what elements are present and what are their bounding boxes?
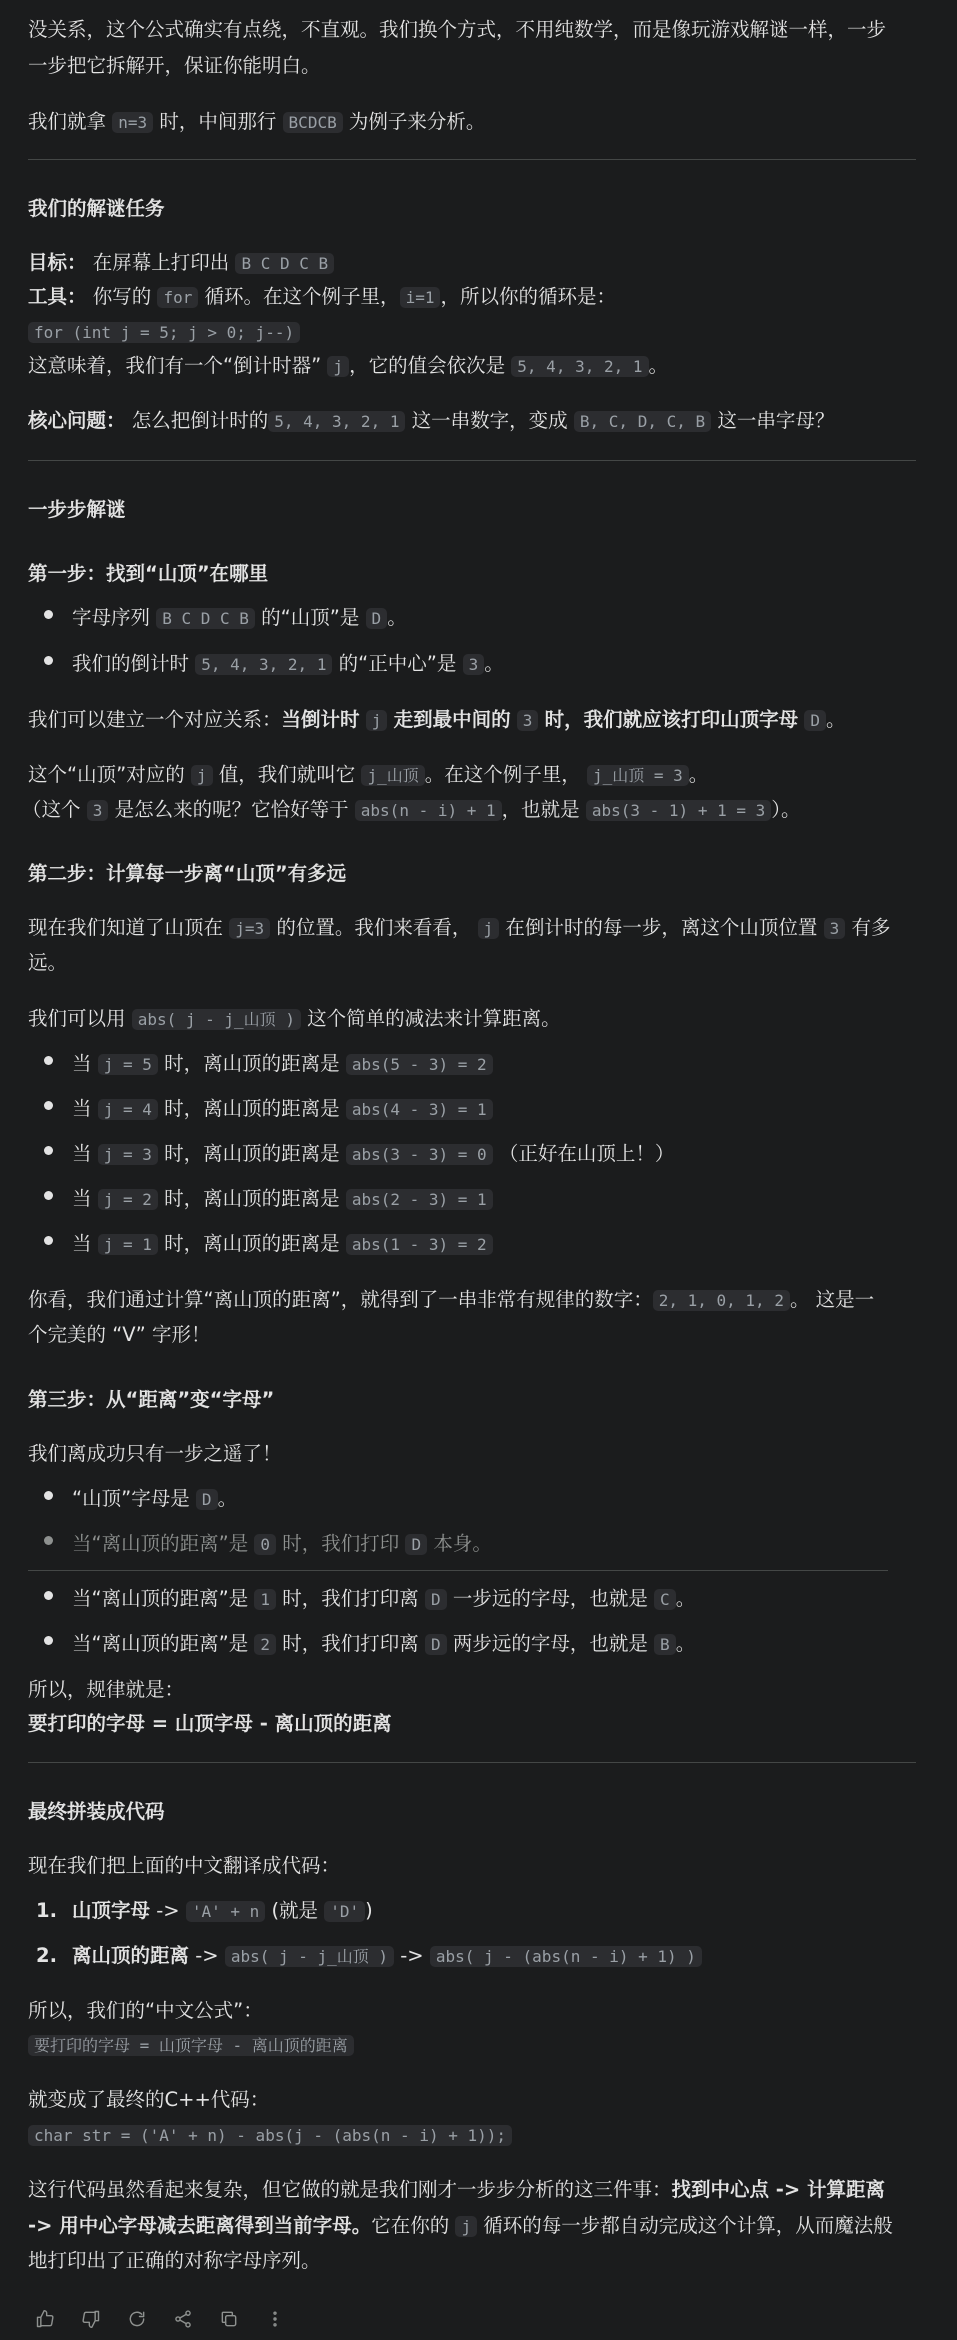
- inline-code: B, C, D, C, B: [574, 411, 711, 432]
- inline-code: 3: [87, 800, 109, 821]
- inline-code: D: [425, 1589, 447, 1610]
- distance-item: 当 j = 4 时，离山顶的距离是 abs(4 - 3) = 1: [72, 1093, 493, 1124]
- intro-text: 没关系，这个公式确实有点绕，不直观。我们换个方式，不用纯数学，而是像玩游戏解谜一样，一步: [28, 18, 887, 41]
- final-item2: 离山顶的距离 -> abs( j - j_山顶 ) -> abs( j - (abs(n - i) + 1) ): [72, 1940, 702, 1971]
- divider: [28, 460, 916, 461]
- bullet-dot: [44, 1236, 53, 1245]
- step1-naming: 这个“山顶”对应的 j 值，我们就叫它 j_山顶 。在这个例子里， j_山顶 = 3 。: [28, 763, 709, 786]
- final-intro: 现在我们把上面的中文翻译成代码：: [28, 1854, 341, 1877]
- bullet-dot: [44, 1146, 53, 1155]
- inline-code: abs(4 - 3) = 1: [346, 1099, 493, 1120]
- inline-code: 5, 4, 3, 2, 1: [268, 411, 405, 432]
- inline-code: 5, 4, 3, 2, 1: [195, 654, 332, 675]
- inline-code: D: [405, 1534, 427, 1555]
- bullet-dot: [44, 1491, 53, 1500]
- inline-code: n=3: [112, 112, 153, 133]
- formula-code-line: [28, 2029, 354, 2060]
- step2-summary-line2: 个完美的 “V” 字形！: [28, 1323, 211, 1346]
- step3-bullet4: 当“离山顶的距离”是 2 时，我们打印离 D 两步远的字母，也就是 B 。: [72, 1632, 696, 1655]
- list-number: 2.: [36, 1944, 57, 1967]
- more-icon: [265, 2309, 285, 2329]
- inline-code: 'D': [324, 1901, 365, 1922]
- section-heading-steps: 一步步解谜: [28, 498, 126, 521]
- bullet-dot: [44, 1536, 53, 1545]
- rule-statement: 要打印的字母 = 山顶字母 - 离山顶的距离: [28, 1712, 392, 1735]
- inline-code: 3: [824, 918, 846, 939]
- tool-line: 工具： 你写的 for 循环。在这个例子里， i=1 ，所以你的循环是：: [28, 285, 616, 308]
- inline-code: abs(1 - 3) = 2: [346, 1234, 493, 1255]
- inline-code: j = 2: [98, 1189, 158, 1210]
- divider: [28, 1762, 916, 1763]
- step2-heading: 第二步：计算每一步离“山顶”有多远: [28, 862, 347, 885]
- inline-code: j: [327, 356, 349, 377]
- inline-code: B: [654, 1634, 676, 1655]
- core-question-line: 核心问题： 怎么把倒计时的 5, 4, 3, 2, 1 这一串数字，变成 B, C, D, C, B 这一串字母？: [28, 409, 835, 432]
- copy-button[interactable]: [212, 2305, 246, 2333]
- inline-code: j_山顶 = 3: [587, 765, 689, 786]
- inline-code: 'A' + n: [186, 1901, 265, 1922]
- inline-code: j=3: [229, 918, 270, 939]
- bullet-dot: [44, 656, 53, 665]
- step1-bullet1: 字母序列 B C D C B 的“山顶”是 D 。: [72, 606, 407, 629]
- distance-item: 当 j = 1 时，离山顶的距离是 abs(1 - 3) = 2: [72, 1228, 493, 1259]
- intro-paragraph-line1: [28, 14, 886, 45]
- response-toolbar: [28, 2305, 304, 2333]
- formula-intro: 所以，我们的“中文公式”：: [28, 1999, 263, 2022]
- final-item1: 山顶字母 -> 'A' + n (就是 'D' ): [72, 1899, 373, 1922]
- inline-code: B C D C B: [156, 608, 255, 629]
- inline-code: j: [455, 2216, 477, 2237]
- inline-code: 5, 4, 3, 2, 1: [511, 356, 648, 377]
- summary-line3: 地打印出了正确的对称字母序列。: [28, 2249, 321, 2272]
- section-heading-final: 最终拼装成代码: [28, 1800, 165, 1823]
- copy-icon: [219, 2309, 239, 2329]
- inline-code: j = 4: [98, 1099, 158, 1120]
- goal-line: 目标： 在屏幕上打印出 B C D C B: [28, 247, 334, 278]
- inline-code: abs(3 - 3) = 0: [346, 1144, 493, 1165]
- divider: [28, 1570, 888, 1571]
- step2-method: 我们可以用 abs( j - j_山顶 ) 这个简单的减法来计算距离。: [28, 1007, 561, 1030]
- loop-code-line: [28, 316, 300, 347]
- summary-line1: 这行代码虽然看起来复杂，但它做的就是我们刚才一步步分析的这三件事：找到中心点 -> 计算距离: [28, 2178, 886, 2201]
- step3-bullet3: 当“离山顶的距离”是 1 时，我们打印离 D 一步远的字母，也就是 C 。: [72, 1587, 696, 1610]
- intro-paragraph-line2: [28, 50, 321, 81]
- inline-code: abs(n - i) + 1: [355, 800, 502, 821]
- more-options-button[interactable]: [258, 2305, 292, 2333]
- bullet-dot: [44, 610, 53, 619]
- cpp-intro: 就变成了最终的C++代码：: [28, 2088, 270, 2111]
- step1-heading: 第一步：找到“山顶”在哪里: [28, 562, 269, 585]
- step2-para-line2: 远。: [28, 951, 68, 974]
- bullet-dot: [44, 1591, 53, 1600]
- inline-code: 3: [463, 654, 485, 675]
- inline-code: i=1: [400, 287, 441, 308]
- inline-code: j = 1: [98, 1234, 158, 1255]
- distance-item: 当 j = 3 时，离山顶的距离是 abs(3 - 3) = 0 （正好在山顶上！）: [72, 1142, 675, 1165]
- step1-why: （这个 3 是怎么来的呢？它恰好等于 abs(n - i) + 1 ，也就是 abs(3 - 1) + 1 = 3 ）。: [22, 798, 801, 821]
- inline-code: abs( j - j_山顶 ): [132, 1009, 301, 1030]
- inline-code: 3: [517, 710, 539, 731]
- cpp-code-line: [28, 2119, 512, 2150]
- intro-text: 一步把它拆解开，保证你能明白。: [28, 54, 321, 77]
- inline-code: j_山顶: [361, 765, 424, 786]
- share-icon: [173, 2309, 193, 2329]
- bullet-dot: [44, 1191, 53, 1200]
- section-heading-task: 我们的解谜任务: [28, 197, 165, 220]
- inline-code: abs(3 - 1) + 1 = 3: [586, 800, 771, 821]
- inline-code: 2, 1, 0, 1, 2: [653, 1290, 790, 1311]
- inline-code: j: [366, 710, 388, 731]
- inline-code: 2: [254, 1634, 276, 1655]
- step1-bullet2: 我们的倒计时 5, 4, 3, 2, 1 的“正中心”是 3 。: [72, 652, 504, 675]
- bullet-dot: [44, 1636, 53, 1645]
- inline-code: j = 5: [98, 1054, 158, 1075]
- divider: [28, 159, 916, 160]
- share-button[interactable]: [166, 2305, 200, 2333]
- inline-code: j = 3: [98, 1144, 158, 1165]
- inline-code: D: [425, 1634, 447, 1655]
- distance-item: 当 j = 2 时，离山顶的距离是 abs(2 - 3) = 1: [72, 1183, 493, 1214]
- inline-code: abs( j - (abs(n - i) + 1) ): [430, 1946, 702, 1967]
- inline-code: abs(2 - 3) = 1: [346, 1189, 493, 1210]
- step3-intro: 我们离成功只有一步之遥了！: [28, 1442, 282, 1465]
- rule-intro: 所以，规律就是：: [28, 1678, 185, 1701]
- inline-code: char str = ('A' + n) - abs(j - (abs(n - i) + 1));: [28, 2125, 512, 2146]
- regenerate-button[interactable]: [120, 2305, 154, 2333]
- bullet-dot: [44, 1101, 53, 1110]
- thumbs-down-button[interactable]: [74, 2305, 108, 2333]
- inline-code: BCDCB: [283, 112, 343, 133]
- meaning-line: 这意味着，我们有一个“倒计时器” j ，它的值会依次是 5, 4, 3, 2, 1 。: [28, 354, 669, 377]
- inline-code: for: [157, 287, 198, 308]
- inline-code: j: [191, 765, 213, 786]
- list-number: 1.: [36, 1899, 57, 1922]
- step2-summary-line1: 你看，我们通过计算“离山顶的距离”，就得到了一串非常有规律的数字： 2, 1, 0, 1, 2 。 这是一: [28, 1288, 875, 1311]
- thumbs-down-icon: [81, 2309, 101, 2329]
- thumbs-up-icon: [35, 2309, 55, 2329]
- inline-code: j: [478, 918, 500, 939]
- step3-bullet1: “山顶”字母是 D 。: [72, 1487, 238, 1510]
- step1-relation: 我们可以建立一个对应关系：当倒计时 j 走到最中间的 3 时，我们就应该打印山顶字母 D 。: [28, 708, 846, 731]
- inline-code: C: [654, 1589, 676, 1610]
- inline-code: D: [804, 710, 826, 731]
- inline-code: 1: [254, 1589, 276, 1610]
- inline-code: abs(5 - 3) = 2: [346, 1054, 493, 1075]
- inline-code: 0: [254, 1534, 276, 1555]
- inline-code: D: [366, 608, 388, 629]
- bullet-dot: [44, 1056, 53, 1065]
- inline-code: abs( j - j_山顶 ): [225, 1946, 394, 1967]
- distance-item: 当 j = 5 时，离山顶的距离是 abs(5 - 3) = 2: [72, 1048, 493, 1079]
- inline-code: B C D C B: [235, 253, 334, 274]
- step3-bullet2: 当“离山顶的距离”是 0 时，我们打印 D 本身。: [72, 1532, 492, 1555]
- step2-para-line1: 现在我们知道了山顶在 j=3 的位置。我们来看看， j 在倒计时的每一步，离这个山顶位置 3 有多: [28, 916, 891, 939]
- example-paragraph: 我们就拿 n=3 时，中间那行 BCDCB 为例子来分析。: [28, 110, 486, 133]
- thumbs-up-button[interactable]: [28, 2305, 62, 2333]
- regenerate-icon: [127, 2309, 147, 2329]
- summary-line2: -> 用中心字母减去距离得到当前字母。它在你的 j 循环的每一步都自动完成这个计算，从而魔法般: [28, 2214, 893, 2237]
- step3-heading: 第三步：从“距离”变“字母”: [28, 1388, 275, 1411]
- inline-code: for (int j = 5; j > 0; j--): [28, 322, 300, 343]
- inline-code: D: [196, 1489, 218, 1510]
- inline-code: 要打印的字母 = 山顶字母 - 离山顶的距离: [28, 2035, 354, 2056]
